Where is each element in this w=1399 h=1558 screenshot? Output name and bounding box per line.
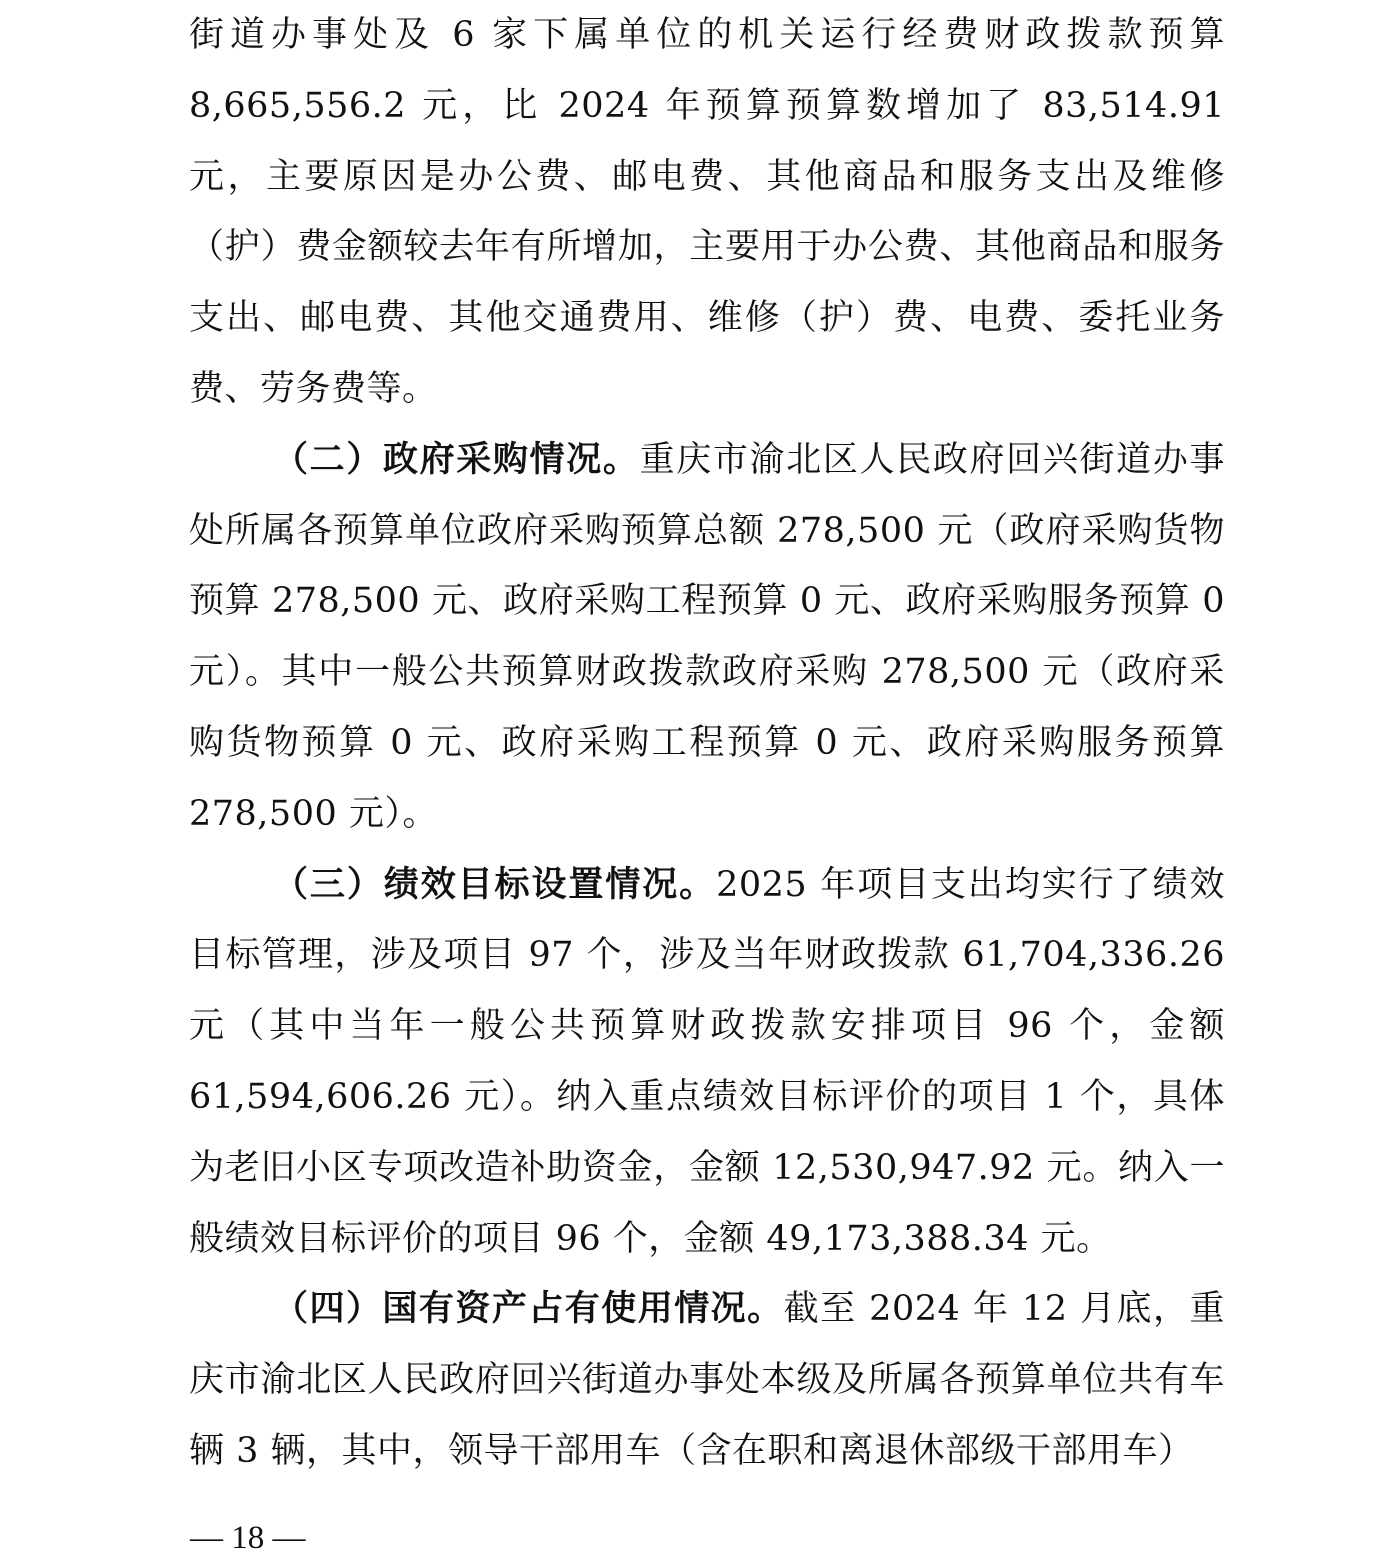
page-number: — 18 — [190, 1520, 306, 1556]
paragraph-text: 截至 2024 年 12 月底，重庆市渝北区人民政府回兴街道办事处本级及所属各预算单位共有车辆 3 辆，其中，领导干部用车（含在职和离退休部级干部用车） [189, 1289, 1225, 1471]
paragraph-operating-expenses [189, 0, 1225, 425]
paragraph-performance-targets [189, 850, 1225, 1275]
paragraph-heading: （二）政府采购情况。 [273, 438, 640, 480]
paragraph-text: 街道办事处及 6 家下属单位的机关运行经费财政拨款预算 8,665,556.2 元，比 2024 年预算预算数增加了 83,514.91 元，主要原因是办公费、邮电费、其他商品和服务支出及维修（护）费金额较去年有所增加，主要用于办公费、其他商品和服务支出、邮电费、其他交通费用、维修（护）费、电费、委托业务费、劳务费等。 [189, 15, 1225, 409]
paragraph-heading: （四）国有资产占有使用情况。 [273, 1288, 784, 1330]
paragraph-state-assets [189, 1274, 1225, 1486]
paragraph-government-procurement [189, 425, 1225, 850]
paragraph-text: 2025 年项目支出均实行了绩效目标管理，涉及项目 97 个，涉及当年财政拨款 61,704,336.26 元（其中当年一般公共预算财政拨款安排项目 96 个，金额 61,594,606.26 元）。纳入重点绩效目标评价的项目 1 个，具体为老旧小区专项改造补助资金，金额 12,530,947.92 元。纳入一般绩效目标评价的项目 96 个，金额 49,173,388.34 元。 [189, 864, 1225, 1259]
paragraph-heading: （三）绩效目标设置情况。 [273, 863, 717, 905]
document-body [189, 0, 1225, 1487]
paragraph-text: 重庆市渝北区人民政府回兴街道办事处所属各预算单位政府采购预算总额 278,500 元（政府采购货物预算 278,500 元、政府采购工程预算 0 元、政府采购服务预算 0 元）。其中一般公共预算财政拨款政府采购 278,500 元（政府采购货物预算 0 元、政府采购工程预算 0 元、政府采购服务预算 278,500 元）。 [189, 439, 1225, 834]
